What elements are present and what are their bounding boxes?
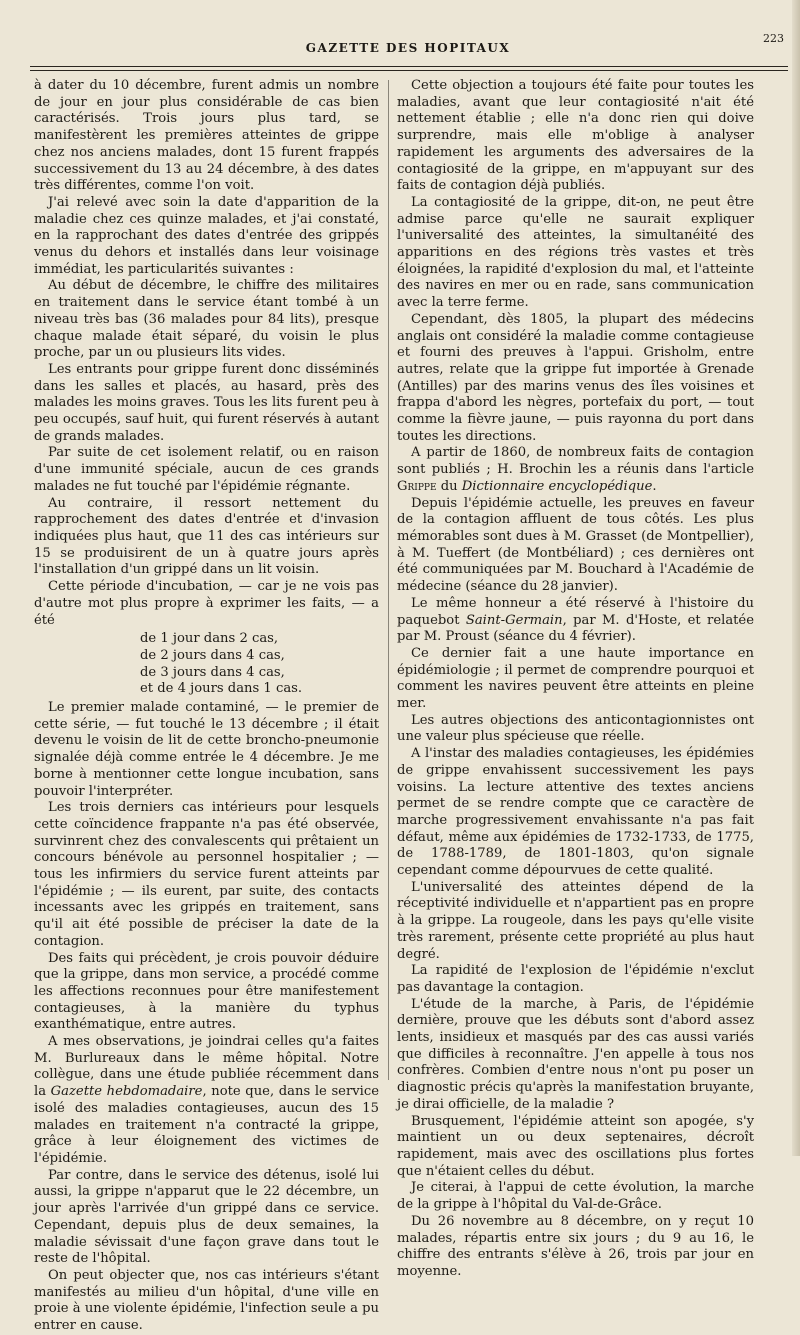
list-item: de 3 jours dans 4 cas, [140,664,285,680]
paragraph-text: . [652,478,657,494]
dictionary-title: Dictionnaire encyclopédique [461,478,653,494]
paragraph-text: , note que, dans le service isolé des maladies contagieuses, aucun des 15 malades en traitement n'a contracté la grippe, grâce à leur éloignement des victimes de l'épidémie. [34,1084,380,1166]
paragraph-text: du [436,478,462,494]
list-item: de 1 jour dans 2 cas, [140,631,279,647]
page-edge [792,0,800,1156]
paragraph-text: , par M. d'Hoste, et relatée par M. Proust (séance du 4 février). [397,612,754,645]
paragraph: L'universalité des atteintes dépend de la réceptivité individuelle et n'appartient pas en propre à la grippe. La rougeole, dans les pays qu'elle visite très rarement, présente cette propriété au plus haut degré. [397,879,754,962]
paragraph: Brusquement, l'épidémie atteint son apogée, s'y maintient un ou deux septenaires, décroît rapidement, mais avec des oscillations plus fortes que n'étaient celles du début. [397,1113,754,1179]
paragraph: à dater du 10 décembre, furent admis un nombre de jour en jour plus considérable de cas bien caractérisés. Trois jours plus tard, se manifestèrent les premières atteintes de grippe chez nos anciens malades, dont 15 furent frappés successivement du 13 au 24 décembre, à des dates très différentes, comme l'on voit. [34,78,379,194]
paragraph-text: A mes observations, je joindrai celles qu'a faites M. Burlureaux dans le même hôpital. Notre collègue, dans une étude publiée récemment dans la [34,1034,379,1100]
paragraph [397,596,754,646]
paragraph: L'étude de la marche, à Paris, de l'épidémie dernière, prouve que les débuts sont d'abord assez lents, insidieux et masqués par des cas aussi variés que difficiles à reconnaître. J'en appelle à tous nos confrères. Combien d'entre nous n'ont pu poser un diagnostic précis qu'après la manifestation bruyante, je dirai officielle, de la maladie ? [397,996,754,1112]
paragraph [397,445,754,495]
header-rule-top [30,66,788,67]
list-item: de 2 jours dans 4 cas, [140,647,285,663]
paragraph: Du 26 novembre au 8 décembre, on y reçut 10 malades, répartis entre six jours ; du 9 au 16, le chiffre des entrants s'élève à 26, trois par jour en moyenne. [397,1213,754,1279]
paragraph-text: A partir de 1860, de nombreux faits de contagion sont publiés ; H. Brochin les a réunis dans l'article [397,445,754,478]
paragraph: On peut objecter que, nos cas intérieurs s'étant manifestés au milieu d'un hôpital, d'une ville en proie à une violente épidémie, l'infection seule a pu entrer en cause. [34,1267,379,1334]
paragraph: Des faits qui précèdent, je crois pouvoir déduire que la grippe, dans mon service, a procédé comme les affections reconnues pour être manifestement contagieuses, à la manière du typhus exanthématique, entre autres. [34,950,379,1033]
column-divider [388,80,389,1080]
paragraph: Les entrants pour grippe furent donc disséminés dans les salles et placés, au hasard, près des malades les moins graves. Tous les lits furent peu à peu occupés, sauf huit, qui furent réservés à autant de grands malades. [34,361,379,444]
left-column [34,78,379,1335]
paragraph: Cependant, dès 1805, la plupart des médecins anglais ont considéré la maladie comme contagieuse et fourni des preuves à l'appui. Grisholm, entre autres, relate que la grippe fut importée à Grenade (Antilles) par des marins venus des îles voisines et frappa d'abord les nègres, portefaix du port, — tout comme la fièvre jaune, — puis rayonna du port dans toutes les directions. [397,311,754,444]
paragraph: Par suite de cet isolement relatif, ou en raison d'une immunité spéciale, aucun de ces grands malades ne fut touché par l'épidémie régnante. [34,445,379,494]
ship-name: Saint-Germain [465,612,563,628]
paragraph: Cette période d'incubation, — car je ne vois pas d'autre mot plus propre à exprimer les faits, — a été [34,579,379,628]
running-title: GAZETTE DES HOPITAUX [305,41,511,55]
paragraph: Les trois derniers cas intérieurs pour lesquels cette coïncidence frappante n'a pas été observée, survinrent chez des convalescents qui prêtaient un concours bénévole au personnel hospitalier ; — tous les infirmiers du service furent atteints par l'épidémie ; — ils eurent, par suite, des contacts incessants avec les grippés en traitement, sans qu'il ait été possible de préciser la date de la contagion. [34,800,379,949]
paragraph: J'ai relevé avec soin la date d'apparition de la maladie chez ces quinze malades, et j'ai constaté, en la rapprochant des dates d'entrée des grippés venus du dehors et installés dans leur voisinage immédiat, les particularités suivantes : [34,194,379,277]
page-header [28,32,788,60]
paragraph: Ce dernier fait a une haute importance en épidémiologie ; il permet de comprendre pourquoi et comment les navires peuvent être atteints en pleine mer. [397,645,754,712]
paragraph: Au contraire, il ressort nettement du rapprochement des dates d'entrée et d'invasion indiquées plus haut, que 11 des cas intérieurs sur 15 se produisirent de un à quatre jours après l'installation d'un grippé dans un lit voisin. [34,495,379,578]
paragraph: Par contre, dans le service des détenus, isolé lui aussi, la grippe n'apparut que le 22 décembre, un jour après l'arrivée d'un grippé dans ce service. Cependant, depuis plus de deux semaines, la maladie sévissait d'une façon grave dans tout le reste de l'hôpital. [34,1167,379,1267]
paragraph: Les autres objections des anticontagionnistes ont une valeur plus spécieuse que réelle. [397,712,754,745]
paragraph: Je citerai, à l'appui de cette évolution, la marche de la grippe à l'hôpital du Val-de-Grâce. [397,1180,754,1213]
paragraph: Cette objection a toujours été faite pour toutes les maladies, avant que leur contagiosité n'ait été nettement établie ; elle n'a donc rien qui doive surprendre, mais elle m'oblige à analyser rapidement les arguments des adversaires de la contagiosité de la grippe, en m'appuyant sur des faits de contagion déjà publiés. [397,78,754,194]
article-title: Grippe [397,478,437,494]
paragraph-text: Le même honneur a été réservé à l'histoire du paquebot [397,595,754,628]
list-item: et de 4 jours dans 1 cas. [140,681,303,697]
paragraph [34,1034,379,1168]
page-number: 223 [763,32,784,45]
paragraph: Le premier malade contaminé, — le premier de cette série, — fut touché le 13 décembre ; il était devenu le voisin de lit de cette broncho-pneumonie signalée déjà comme entrée le 4 décembre. Je me borne à mentionner cette longue incubation, sans pouvoir l'interpréter. [34,700,379,799]
paragraph: La rapidité de l'explosion de l'épidémie n'exclut pas davantage la contagion. [397,963,754,995]
paragraph: A l'instar des maladies contagieuses, les épidémies de grippe envahissent successivement les pays voisins. La lecture attentive des textes anciens permet de se rendre compte que ce caractère de marche progressivement envahissante n'a pas fait défaut, même aux épidémies de 1732-1733, de 1775, de 1788-1789, de 1801-1803, qu'on signale cependant comme dépourvues de cette qualité. [397,746,754,879]
journal-title: Gazette hebdomadaire [50,1084,203,1100]
paragraph: Au début de décembre, le chiffre des militaires en traitement dans le service étant tombé à un niveau très bas (36 malades pour 84 lits), presque chaque malade était séparé, du voisin le plus proche, par un ou plusieurs lits vides. [34,278,379,361]
incubation-list [34,631,379,698]
header-rule-bottom [30,70,788,71]
paragraph: Depuis l'épidémie actuelle, les preuves en faveur de la contagion affluent de tous côtés. Les plus mémorables sont dues à M. Grasset (de Montpellier), à M. Tueffert (de Montbéliard) ; ces dernières ont été communiquées par M. Bouchard à l'Académie de médecine (séance du 28 janvier). [397,495,754,595]
paragraph: La contagiosité de la grippe, dit-on, ne peut être admise parce qu'elle ne saurait expliquer l'universalité des atteintes, la simultanéité des apparitions en des régions très vastes et très éloignées, la rapidité d'explosion du mal, et l'atteinte des navires en mer ou en rade, sans communication avec la terre ferme. [397,194,754,311]
right-column [397,78,754,1281]
